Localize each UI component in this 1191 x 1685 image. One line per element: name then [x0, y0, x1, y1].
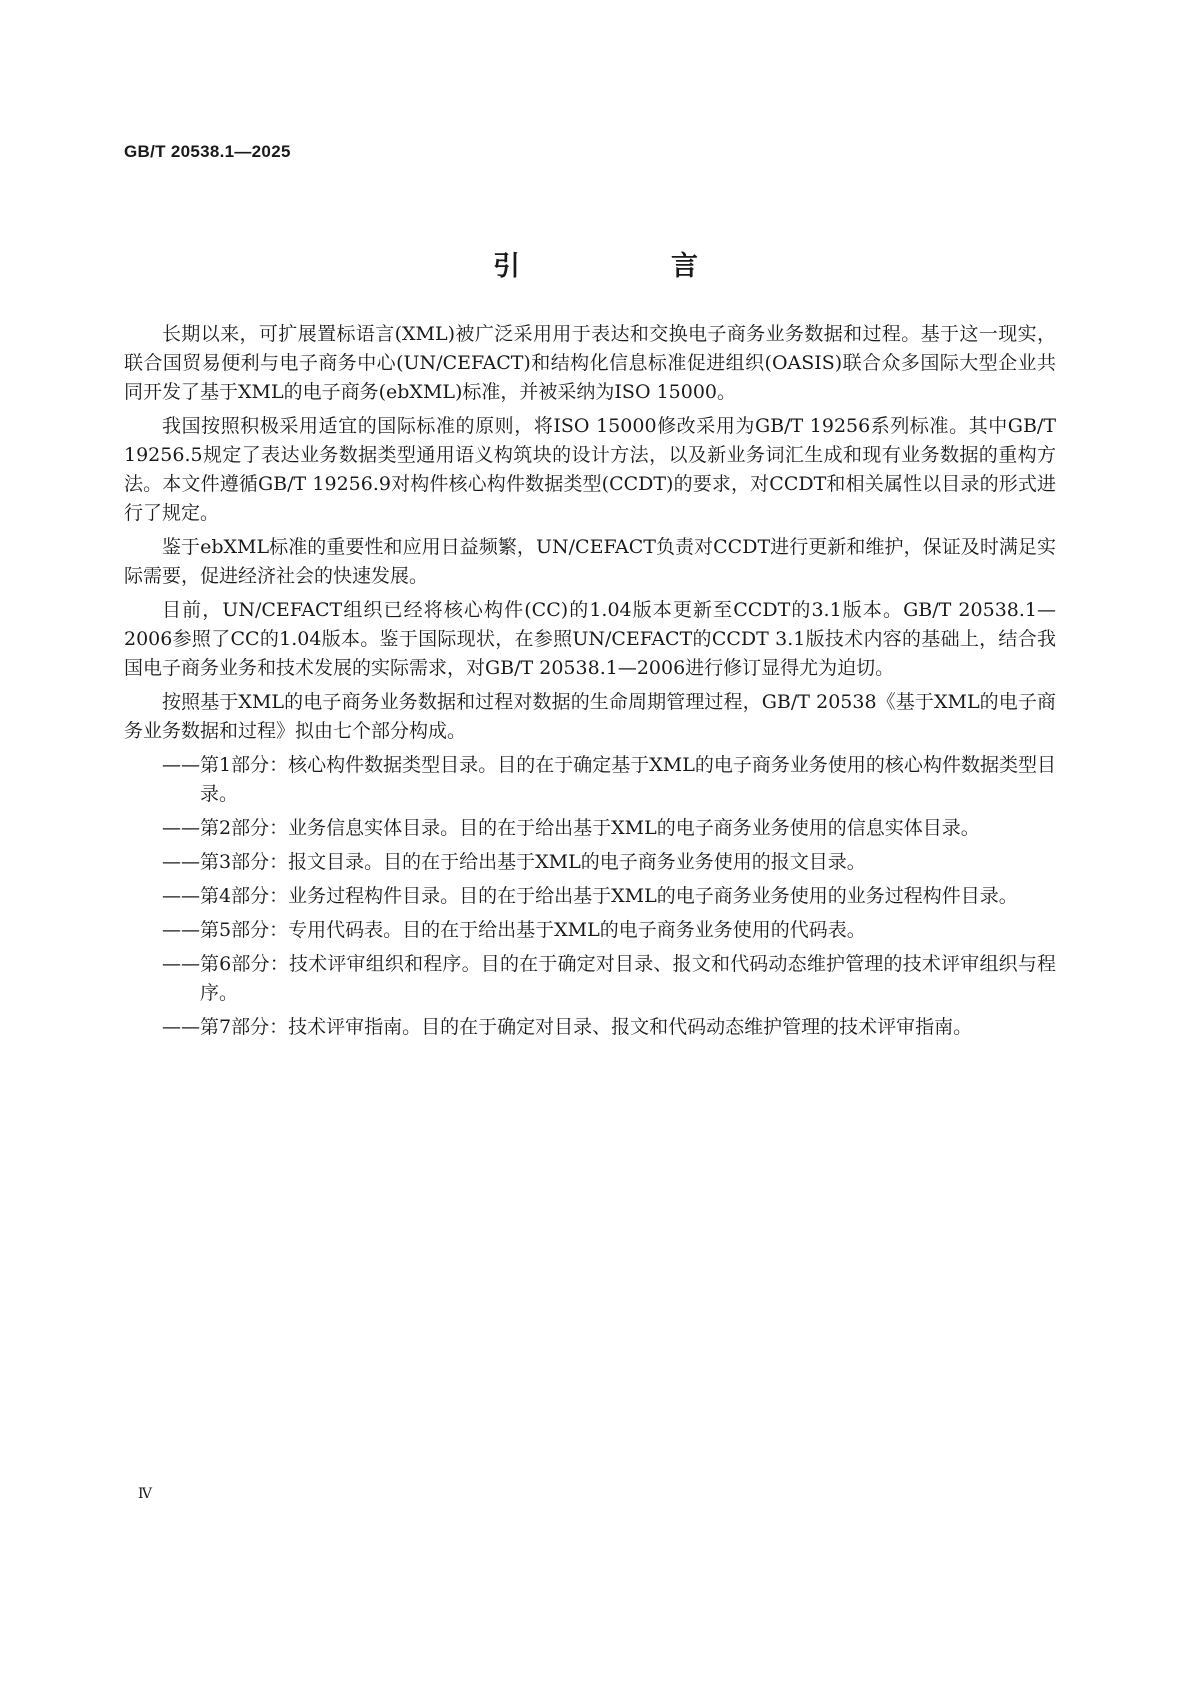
list-item-part-5: [124, 916, 1056, 945]
list-item-text: 第5部分：专用代码表。目的在于给出基于XML的电子商务业务使用的代码表。: [200, 919, 866, 941]
list-dash: ——: [162, 754, 200, 776]
paragraph-3: 鉴于ebXML标准的重要性和应用日益频繁，UN/CEFACT负责对CCDT进行更新和维护，保证及时满足实际需要，促进经济社会的快速发展。: [124, 536, 1056, 587]
list-item-part-3: [124, 848, 1056, 877]
paragraph-2: 我国按照积极采用适宜的国际标准的原则，将ISO 15000修改采用为GB/T 19256系列标准。其中GB/T 19256.5规定了表达业务数据类型通用语义构筑块的设计方法，以及新业务词汇生成和现有业务数据的重构方法。本文件遵循GB/T 19256.9对构件核心构件数据类型(CCDT)的要求，对CCDT和相关属性以目录的形式进行了规定。: [124, 415, 1056, 524]
list-item-part-6: [124, 950, 1056, 1008]
list-item-text: 第4部分：业务过程构件目录。目的在于给出基于XML的电子商务业务使用的业务过程构件目录。: [200, 885, 1018, 907]
page-number: Ⅳ: [138, 1486, 152, 1502]
list-dash: ——: [162, 817, 200, 839]
paragraph-1: 长期以来，可扩展置标语言(XML)被广泛采用用于表达和交换电子商务业务数据和过程。基于这一现实，联合国贸易便利与电子商务中心(UN/CEFACT)和结构化信息标准促进组织(OASIS)联合众多国际大型企业共同开发了基于XML的电子商务(ebXML)标准，并被采纳为ISO 15000。: [124, 323, 1056, 403]
list-dash: ——: [162, 851, 200, 873]
list-dash: ——: [162, 885, 200, 907]
list-item-text: 第7部分：技术评审指南。目的在于确定对目录、报文和代码动态维护管理的技术评审指南。: [200, 1016, 973, 1038]
paragraph-4: 目前，UN/CEFACT组织已经将核心构件(CC)的1.04版本更新至CCDT的3.1版本。GB/T 20538.1—2006参照了CC的1.04版本。鉴于国际现状，在参照UN/CEFACT的CCDT 3.1版技术内容的基础上，结合我国电子商务业务和技术发展的实际需求，对GB/T 20538.1—2006进行修订显得尤为迫切。: [124, 599, 1056, 679]
paragraph-5: 按照基于XML的电子商务业务数据和过程对数据的生命周期管理过程，GB/T 20538《基于XML的电子商务业务数据和过程》拟由七个部分构成。: [124, 691, 1056, 742]
list-dash: ——: [162, 919, 200, 941]
list-item-text: 第3部分：报文目录。目的在于给出基于XML的电子商务业务使用的报文目录。: [200, 851, 866, 873]
list-item-part-1: [124, 751, 1056, 809]
parts-list: [124, 751, 1056, 1042]
section-title: 引 言: [493, 251, 760, 282]
list-item-part-4: [124, 882, 1056, 911]
list-dash: ——: [162, 1016, 200, 1038]
list-item-text: 第2部分：业务信息实体目录。目的在于给出基于XML的电子商务业务使用的信息实体目录。: [200, 817, 980, 839]
list-dash: ——: [162, 953, 200, 975]
introduction-body: [124, 320, 1056, 1047]
list-item-text: 第6部分：技术评审组织和程序。目的在于确定对目录、报文和代码动态维护管理的技术评审组织与程序。: [200, 953, 1056, 1004]
list-item-part-7: [124, 1013, 1056, 1042]
list-item-text: 第1部分：核心构件数据类型目录。目的在于确定基于XML的电子商务业务使用的核心构件数据类型目录。: [200, 754, 1056, 805]
list-item-part-2: [124, 814, 1056, 843]
standard-number-header: GB/T 20538.1—2025: [124, 142, 291, 161]
